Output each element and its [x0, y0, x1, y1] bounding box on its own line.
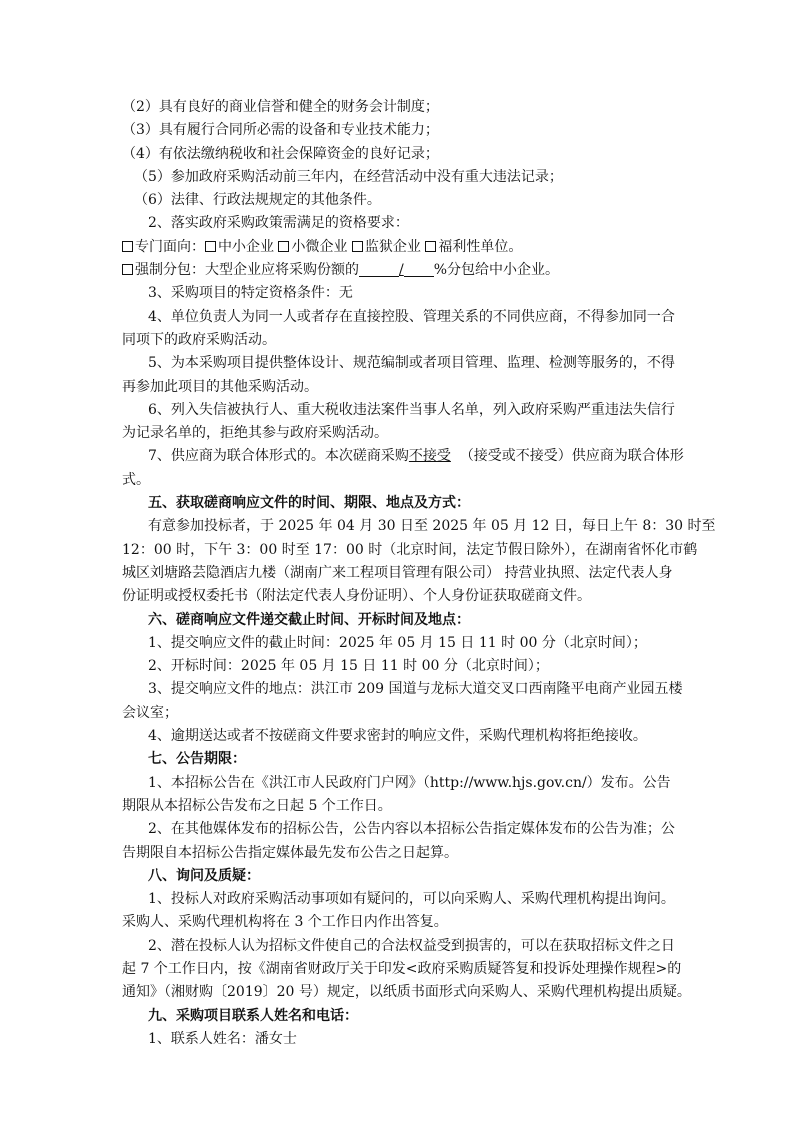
blank-field — [404, 262, 434, 277]
text-line: 为记录名单的，拒绝其参与政府采购活动。 — [122, 425, 388, 442]
text-line: 4、单位负责人为同一人或者存在直接控股、管理关系的不同供应商，不得参加同一合 — [148, 308, 675, 325]
text-line: （3）具有履行合同所必需的设备和专业技术能力； — [122, 122, 439, 139]
section-heading: 八、询问及质疑： — [148, 867, 260, 884]
subcontract-label: 强制分包：大型企业应将采购份额的 — [135, 262, 359, 279]
text-line: 起 7 个工作日内，按《湖南省财政厅关于印发<政府采购质疑答复和投诉处理操作规程>的 — [122, 960, 682, 977]
section-heading: 六、磋商响应文件递交截止时间、开标时间及地点： — [148, 611, 470, 628]
text-line: （4）有依法缴纳税收和社会保障资金的良好记录； — [122, 145, 439, 162]
checkbox-icon — [425, 241, 436, 252]
checkbox-label: 监狱企业 — [364, 238, 421, 255]
text-line: 1、联系人姓名：潘女士 — [148, 1030, 297, 1047]
text-line: 6、列入失信被执行人、重大税收违法案件当事人名单，列入政府采购严重违法失信行 — [148, 401, 675, 418]
blank-field — [359, 262, 399, 277]
checkbox-icon — [205, 241, 216, 252]
checkbox-icon — [122, 264, 133, 275]
item-7-cont-text: 式。 — [122, 471, 150, 488]
text-line: 1、本招标公告在《洪江市人民政府门户网》（http://www.hjs.gov.cn/）发布。公告 — [148, 774, 671, 791]
subcontract-suffix: %分包给中小企业。 — [433, 262, 560, 279]
text-line: （6）法律、行政法规规定的其他条件。 — [134, 192, 381, 209]
text-line: 有意参加投标者，于 2025 年 04 月 30 日至 2025 年 05 月 12 日，每日上午 8：30 时至 — [148, 518, 716, 535]
text-line: 12：00 时，下午 3：00 时至 17：00 时（北京时间，法定节假日除外），在湖南省怀化市鹤 — [122, 541, 698, 558]
text-line: 同项下的政府采购活动。 — [122, 331, 276, 348]
notice-sections — [120, 492, 716, 1051]
text-line: 2、在其他媒体发布的招标公告，公告内容以本招标公告指定媒体发布的公告为准；公 — [148, 821, 675, 838]
text-line: 5、为本采购项目提供整体设计、规范编制或者项目管理、监理、检测等服务的，不得 — [148, 355, 675, 372]
checkbox-row-targeting — [120, 236, 690, 259]
item-7-text: 7、供应商为联合体形式的。本次磋商采购 — [148, 448, 409, 465]
section-heading: 九、采购项目联系人姓名和电话： — [148, 1007, 358, 1024]
section-heading: 五、获取磋商响应文件的时间、期限、地点及方式： — [148, 495, 470, 512]
qualification-list — [120, 96, 690, 236]
text-line: 会议室； — [122, 704, 178, 721]
checkbox-label: 中小企业 — [218, 238, 274, 255]
checkbox-label: 福利性单位。 — [438, 238, 523, 255]
document-page — [120, 96, 716, 1051]
checkbox-label: 小微企业 — [291, 238, 348, 255]
text-line: 城区刘塘路芸隐酒店九楼（湖南广来工程项目管理有限公司） 持营业执照、法定代表人身 — [122, 564, 673, 581]
text-line: 4、逾期送达或者不按磋商文件要求密封的响应文件，采购代理机构将拒绝接收。 — [148, 728, 647, 745]
checkbox-row-subcontract — [120, 259, 690, 282]
text-line: 2、潜在投标人认为招标文件使自己的合法权益受到损害的，可以在获取招标文件之日 — [148, 937, 675, 954]
text-line: 3、采购项目的特定资格条件：无 — [148, 285, 353, 302]
text-line: （2）具有良好的商业信誉和健全的财务会计制度； — [122, 99, 439, 115]
blank-separator: / — [399, 262, 404, 279]
item-7-cont — [120, 469, 690, 492]
qualification-list-2 — [120, 282, 690, 445]
section-heading: 七、公告期限： — [148, 751, 246, 768]
text-line: 期限从本招标公告发布之日起 5 个工作日。 — [122, 797, 392, 814]
text-line: 再参加此项目的其他采购活动。 — [122, 378, 318, 395]
checkbox-label: 专门面向： — [135, 238, 205, 255]
text-line: 告期限自本招标公告指定媒体最先发布公告之日起算。 — [122, 844, 458, 861]
text-line: 2、落实政府采购政策需满足的资格要求： — [148, 215, 409, 232]
item-7-line — [120, 445, 690, 468]
text-line: 1、提交响应文件的截止时间：2025 年 05 月 15 日 11 时 00 分（北京时间）； — [148, 634, 647, 651]
text-line: 2、开标时间：2025 年 05 月 15 日 11 时 00 分（北京时间）； — [148, 658, 549, 675]
checkbox-icon — [278, 241, 289, 252]
text-line: （5）参加政府采购活动前三年内，在经营活动中没有重大违法记录； — [134, 168, 563, 185]
text-line: 1、投标人对政府采购活动事项如有疑问的，可以向采购人、采购代理机构提出询问。 — [148, 891, 675, 908]
text-line: 3、提交响应文件的地点：洪江市 209 国道与龙标大道交叉口西南隆平电商产业园五楼 — [148, 681, 683, 698]
text-line: 份证明或授权委托书（附法定代表人身份证明）、个人身份证获取磋商文件。 — [122, 588, 591, 605]
item-7-text-post: （接受或不接受）供应商为联合体形 — [459, 448, 684, 465]
item-7-choice: 不接受 — [408, 448, 451, 465]
checkbox-icon — [122, 241, 133, 252]
text-line: 通知》（湘财购〔2019〕20 号）规定，以纸质书面形式向采购人、采购代理机构提出质疑。 — [122, 984, 691, 1001]
text-line: 采购人、采购代理机构将在 3 个工作日内作出答复。 — [122, 914, 448, 931]
checkbox-icon — [352, 241, 363, 252]
